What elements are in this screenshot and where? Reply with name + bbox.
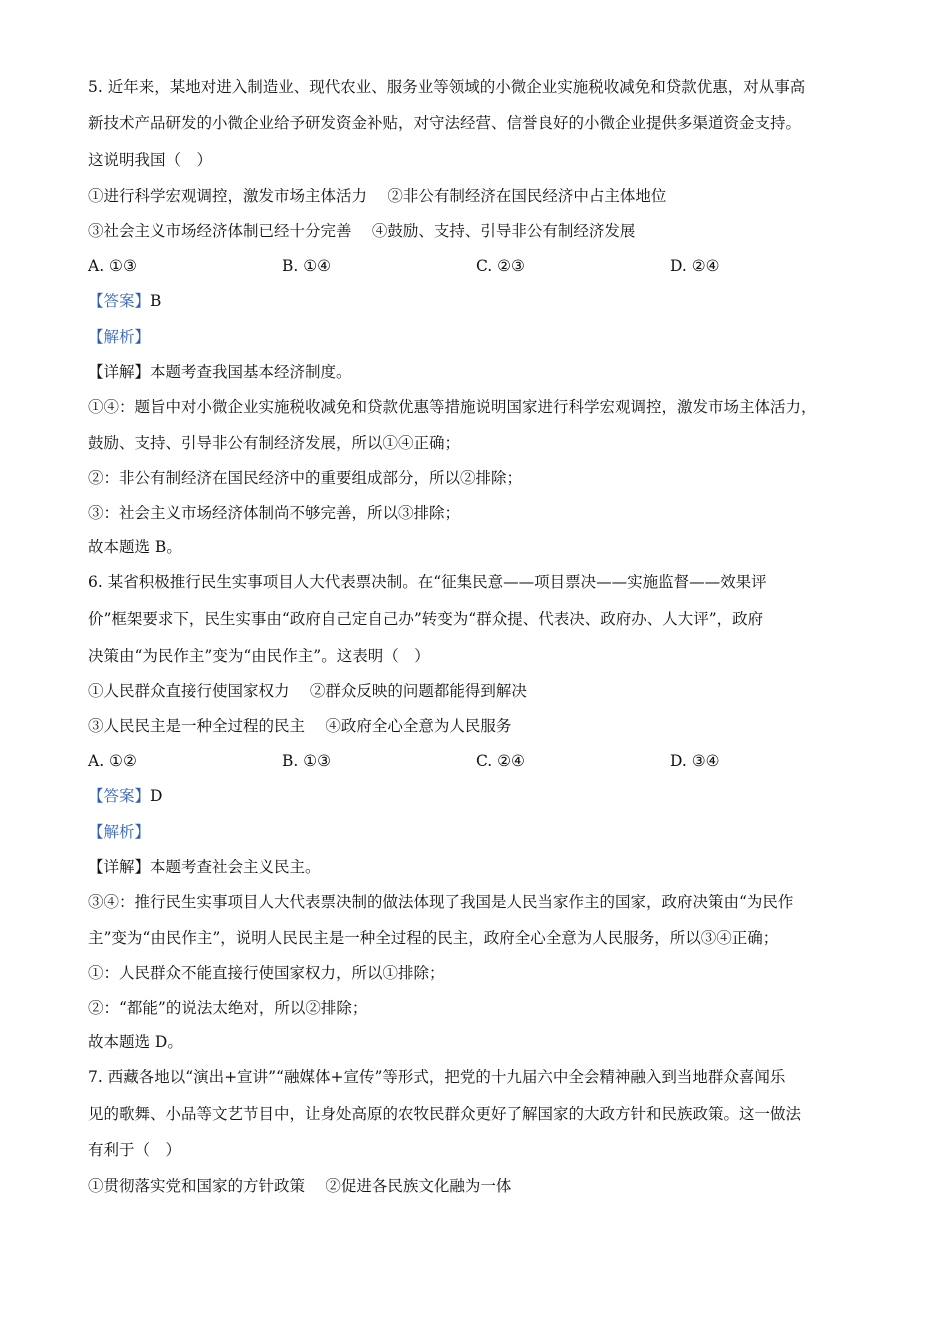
- q6-option-d: D. ③④: [670, 752, 720, 770]
- q5-answer-tag: 【答案】: [88, 292, 151, 310]
- q5-stem-line-2: 新技术产品研发的小微企业给予研发资金补贴，对守法经营、信誉良好的小微企业提供多渠道资金支持。: [88, 114, 802, 132]
- q5-analysis-tag: 【解析】: [88, 328, 151, 346]
- q5-explain-line-4: ③：社会主义市场经济体制尚不够完善，所以③排除；: [88, 504, 461, 522]
- q7-stem-line-2: 见的歌舞、小品等文艺节目中，让身处高原的农牧民群众更好了解国家的大政方针和民族政策。这一做法: [88, 1105, 802, 1123]
- q5-option-b: B. ①④: [282, 257, 332, 275]
- q7-statements-line-1: ①贯彻落实党和国家的方针政策 ②促进各民族文化融为一体: [88, 1177, 512, 1195]
- q5-option-d: D. ②④: [670, 257, 720, 275]
- q5-statements-line-2: ③社会主义市场经济体制已经十分完善 ④鼓励、支持、引导非公有制经济发展: [88, 222, 636, 240]
- q6-option-c: C. ②④: [476, 752, 525, 770]
- q5-option-c: C. ②③: [476, 257, 525, 275]
- q6-option-b: B. ①③: [282, 752, 332, 770]
- q5-explain-line-2: 鼓励、支持、引导非公有制经济发展，所以①④正确；: [88, 434, 461, 452]
- q6-detail-tag: 【详解】: [88, 858, 151, 876]
- q5-option-a: A. ①③: [88, 257, 137, 275]
- q5-stem-line-3: 这说明我国（ ）: [88, 151, 213, 169]
- q5-explain-line-1: ①④：题旨中对小微企业实施税收减免和贷款优惠等措施说明国家进行科学宏观调控，激发市场主体活力，: [88, 398, 817, 416]
- q5-explain-line-5: 故本题选 B。: [88, 538, 182, 556]
- q6-explain-line-1: ③④：推行民生实事项目人大代表票决制的做法体现了我国是人民当家作主的国家，政府决策由“为民作: [88, 893, 794, 911]
- q6-explain-line-2: 主”变为“由民作主”，说明人民民主是一种全过程的民主，政府全心全意为人民服务，所以③④正确；: [88, 929, 779, 947]
- q6-explain-line-3: ①：人民群众不能直接行使国家权力，所以①排除；: [88, 964, 445, 982]
- q6-explain-line-5: 故本题选 D。: [88, 1033, 183, 1051]
- q5-detail-tag: 【详解】: [88, 363, 151, 381]
- q6-explain-line-4: ②：“都能”的说法太绝对，所以②排除；: [88, 999, 368, 1017]
- q6-stem-line-3: 决策由“为民作主”变为“由民作主”。这表明（ ）: [88, 647, 430, 665]
- q5-detail-text: 本题考查我国基本经济制度。: [150, 363, 352, 381]
- q7-stem-line-1: 7. 西藏各地以“演出+宣讲”“融媒体+宣传”等形式，把党的十九届六中全会精神融入到当地群众喜闻乐: [88, 1068, 786, 1086]
- q5-answer-value: B: [150, 292, 162, 310]
- q5-explain-line-3: ②：非公有制经济在国民经济中的重要组成部分，所以②排除；: [88, 469, 523, 487]
- q6-answer-value: D: [150, 787, 163, 805]
- q6-analysis-tag: 【解析】: [88, 823, 151, 841]
- q6-answer-tag: 【答案】: [88, 787, 151, 805]
- q6-option-a: A. ①②: [88, 752, 137, 770]
- q5-answer-line: [88, 291, 161, 311]
- q5-stem-line-1: 5. 近年来，某地对进入制造业、现代农业、服务业等领域的小微企业实施税收减免和贷款优惠，对从事高: [88, 78, 806, 96]
- q6-answer-line: [88, 786, 162, 806]
- q6-detail-text: 本题考查社会主义民主。: [150, 858, 321, 876]
- q6-detail-line: [88, 857, 321, 877]
- q7-stem-line-3: 有利于（ ）: [88, 1141, 182, 1159]
- q6-statements-line-1: ①人民群众直接行使国家权力 ②群众反映的问题都能得到解决: [88, 682, 527, 700]
- q5-detail-line: [88, 362, 352, 382]
- q6-statements-line-2: ③人民民主是一种全过程的民主 ④政府全心全意为人民服务: [88, 717, 512, 735]
- q6-stem-line-2: 价”框架要求下，民生实事由“政府自己定自己办”转变为“群众提、代表决、政府办、人大评”，政府: [88, 610, 764, 628]
- q6-stem-line-1: 6. 某省积极推行民生实事项目人大代表票决制。在“征集民意——项目票决——实施监督——效果评: [88, 573, 767, 591]
- q5-statements-line-1: ①进行科学宏观调控，激发市场主体活力 ②非公有制经济在国民经济中占主体地位: [88, 187, 667, 205]
